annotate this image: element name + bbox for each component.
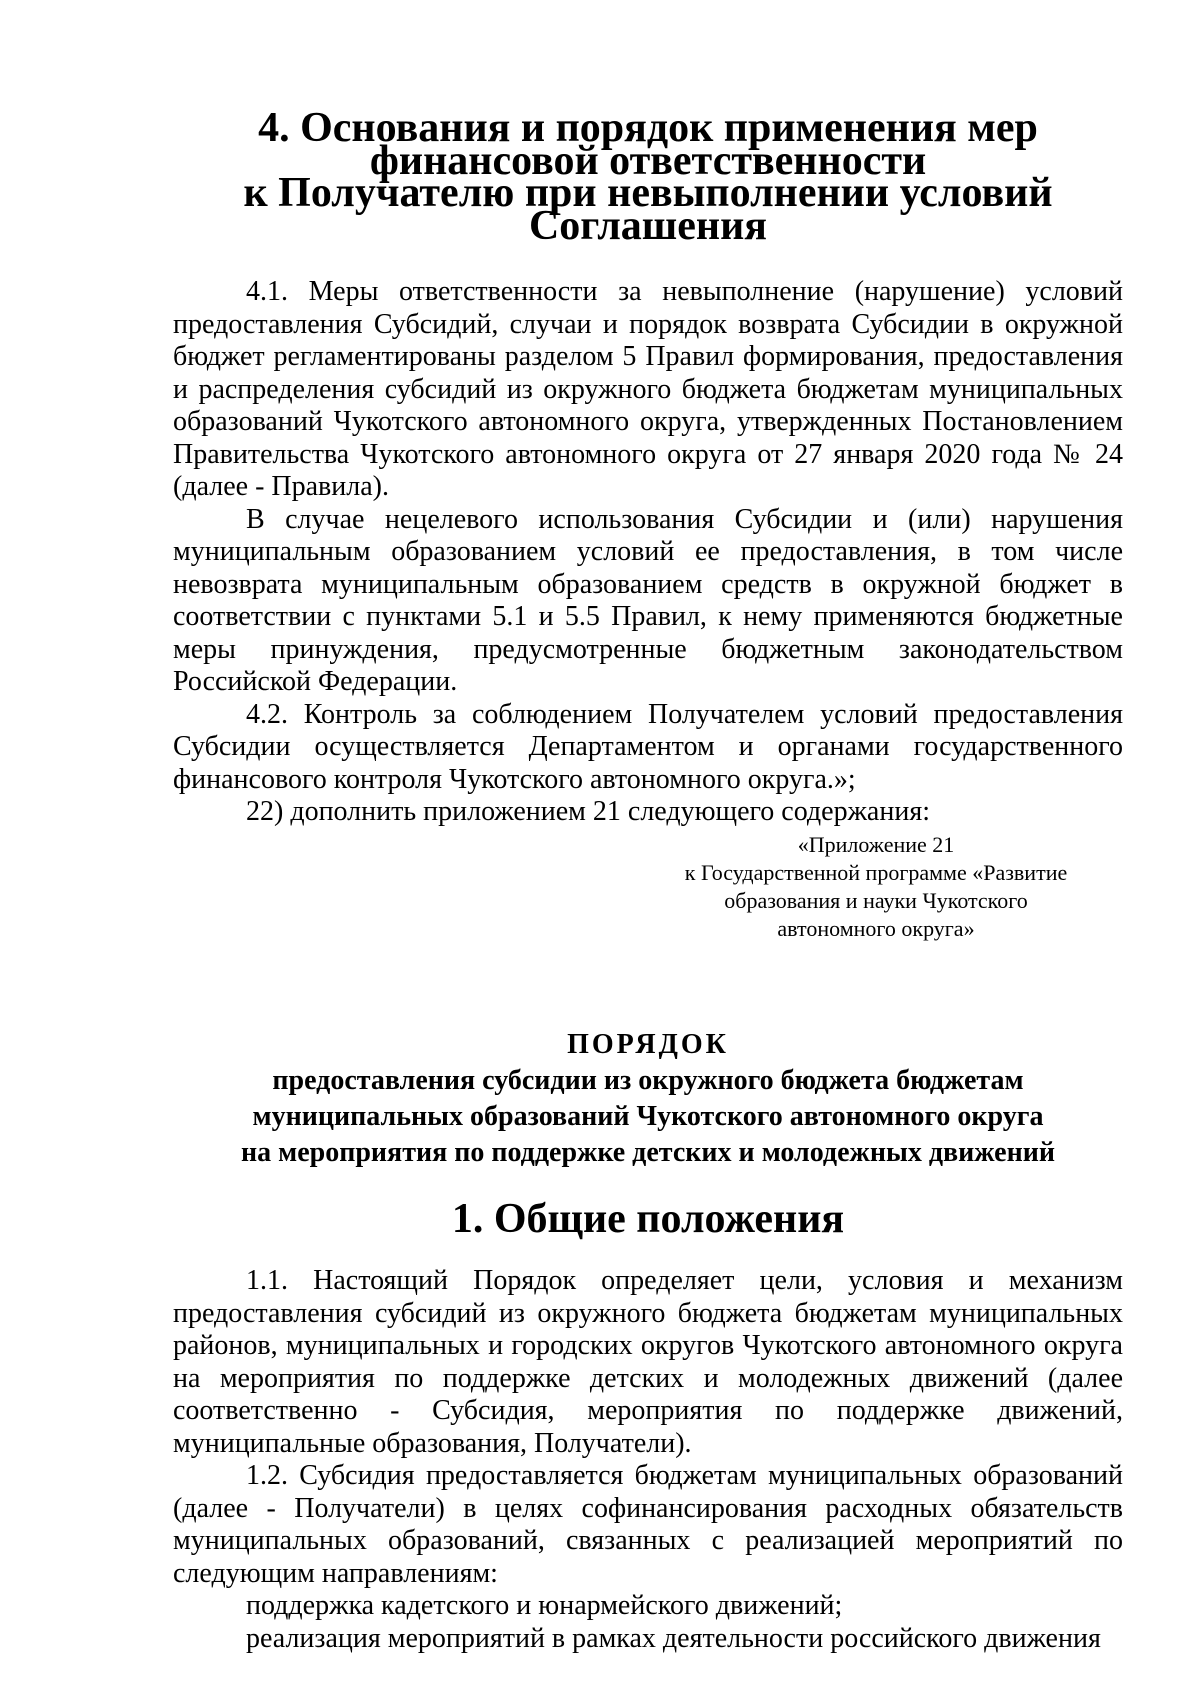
section-4-heading-line-1: 4. Основания и порядок применения мер финансовой ответственности	[258, 105, 1038, 184]
paragraph-4-2: 4.2. Контроль за соблюдением Получателем условий предоставления Субсидии осуществляется Департаментом и органами государственного финансового контроля Чукотского автономного округа.»;	[173, 698, 1123, 795]
appendix-line-1: «Приложение 21	[797, 831, 955, 857]
section-4-heading-line-2: к Получателю при невыполнении условий Соглашения	[243, 170, 1053, 249]
section-1-heading: 1. Общие положения	[451, 1195, 845, 1242]
section-4-heading	[173, 105, 1123, 249]
order-subtitle-line-2: муниципальных образований Чукотского автономного округа	[252, 1100, 1044, 1132]
appendix-header	[629, 831, 1123, 943]
paragraph-item-22: 22) дополнить приложением 21 следующего содержания:	[246, 796, 930, 827]
document-body	[173, 105, 1123, 1655]
appendix-line-4: автономного округа»	[777, 915, 975, 941]
paragraph-4-1-sanctions: В случае нецелевого использования Субсидии и (или) нарушения муниципальным образованием условий ее предоставления, в том числе невозврата муниципальным образованием средств в окружной бюджет в соответствии с пунктами 5.1 и 5.5 Правил, к нему применяются бюджетные меры принуждения, предусмотренные бюджетным законодательством Российской Федерации.	[173, 503, 1123, 697]
appendix-line-2: к Государственной программе «Развитие	[684, 859, 1068, 885]
paragraph-4-1: 4.1. Меры ответственности за невыполнение (нарушение) условий предоставления Субсидий, случаи и порядок возврата Субсидии в окружной бюджет регламентированы разделом 5 Правил формирования, предоставления и распределения субсидий из окружного бюджета бюджетам муниципальных образований Чукотского автономного округа, утвержденных Постановлением Правительства Чукотского автономного округа от 27 января 2020 года № 24 (далее - Правила).	[173, 276, 1123, 502]
list-item-cadet: поддержка кадетского и юнармейского движений;	[246, 1590, 843, 1621]
order-subtitle	[173, 1063, 1123, 1171]
order-subtitle-line-3: на мероприятия по поддержке детских и молодежных движений	[241, 1136, 1055, 1168]
paragraph-1-1: 1.1. Настоящий Порядок определяет цели, условия и механизм предоставления субсидий из окружного бюджета бюджетам муниципальных районов, муниципальных и городских округов Чукотского автономного округа на мероприятия по поддержке детских и молодежных движений (далее соответственно - Субсидия, мероприятия по поддержке движений, муниципальные образования, Получатели).	[173, 1265, 1123, 1459]
list-item-russian-movement: реализация мероприятий в рамках деятельности российского движения	[246, 1622, 1101, 1654]
appendix-line-3: образования и науки Чукотского	[724, 887, 1028, 913]
paragraph-1-2: 1.2. Субсидия предоставляется бюджетам муниципальных образований (далее - Получатели) в целях софинансирования расходных обязательств муниципальных образований, связанных с реализацией мероприятий по следующим направлениям:	[173, 1460, 1123, 1589]
order-title: ПОРЯДОК	[567, 1028, 729, 1060]
order-subtitle-line-1: предоставления субсидии из окружного бюджета бюджетам	[272, 1064, 1024, 1096]
